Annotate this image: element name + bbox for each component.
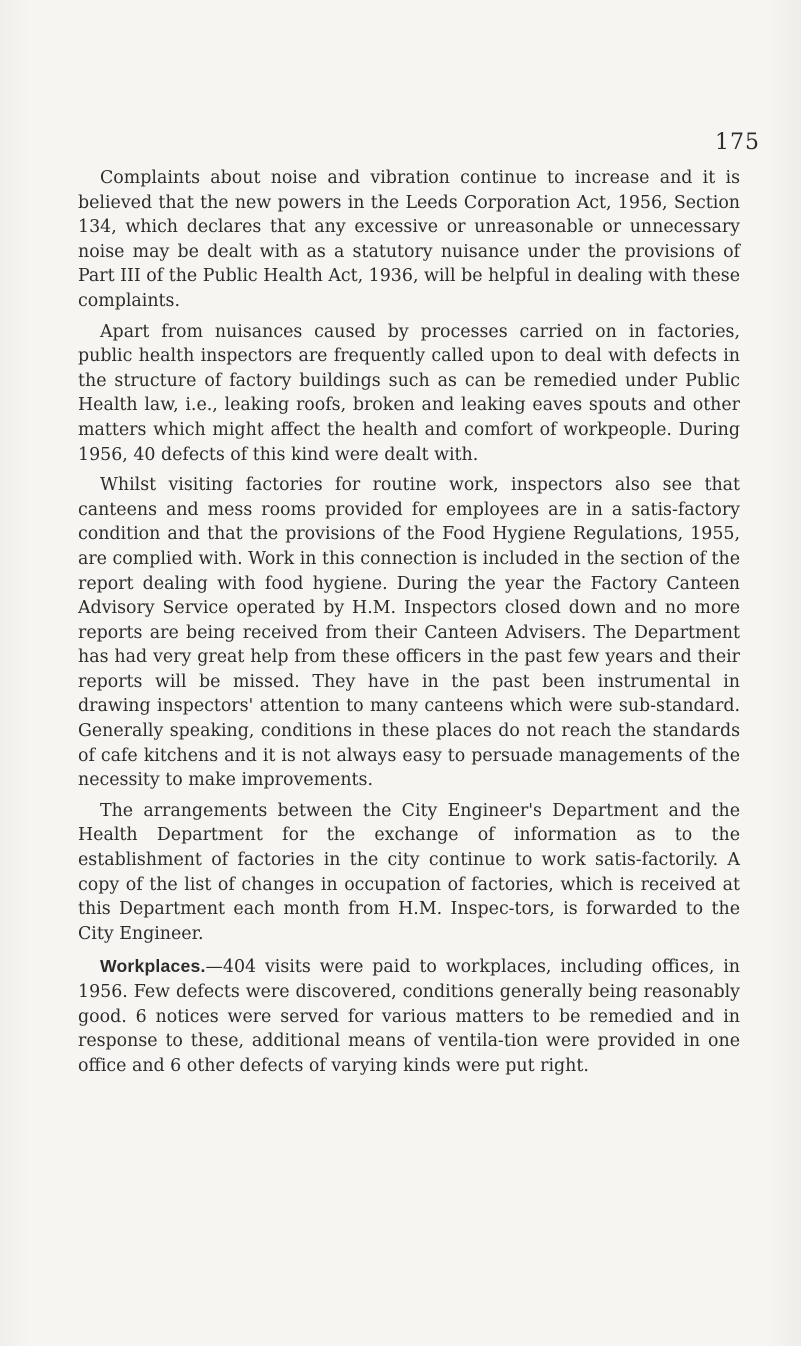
paragraph-city-engineer: The arrangements between the City Engineer's Department and the Health Department for the exchange of information as to the establishment of factories in the city continue to work satis-factorily. A copy of the list of changes in occupation of factories, which is received at this Department each month from H.M. Inspec-tors, is forwarded to the City Engineer. — [78, 800, 740, 944]
paragraph-noise-complaints: Complaints about noise and vibration continue to increase and it is believed that the new powers in the Leeds Corporation Act, 1956, Section 134, which declares that any excessive or unreasonable or unnecessary noise may be dealt with as a statutory nuisance under the provisions of Part III of the Public Health Act, 1936, will be helpful in dealing with these complaints. — [78, 168, 740, 311]
paragraph-canteens: Whilst visiting factories for routine work, inspectors also see that canteens and mess rooms provided for employees are in a satis-factory condition and that the provisions of the Food Hygiene Regulations, 1955, are complied with. Work in this connection is included in the section of the report dealing with food hygiene. During the year the Factory Canteen Advisory Service operated by H.M. Inspectors closed down and no more reports are being received from their Canteen Advisers. The Department has had very great help from these officers in the past few years and their reports will be missed. They have in the past been instrumental in drawing inspectors' attention to many canteens which were sub-standard. Generally speaking, conditions in these places do not reach the standards of cafe kitchens and it is not always easy to persuade managements of the necessity to make improvements. — [78, 475, 740, 791]
workplaces-text: —404 visits were paid to workplaces, including offices, in 1956. Few defects were discovered, conditions generally being reasonably good. 6 notices were served for various matters to be remedied and in response to these, additional means of ventila-tion were provided in one office and 6 other defects of varying kinds were put right. — [78, 957, 740, 1076]
paragraph-structural-defects: Apart from nuisances caused by processes carried on in factories, public health inspectors are frequently called upon to deal with defects in the structure of factory buildings such as can be remedied under Public Health law, i.e., leaking roofs, broken and leaking eaves spouts and other matters which might affect the health and comfort of workpeople. During 1956, 40 defects of this kind were dealt with. — [78, 321, 740, 465]
body-text — [78, 166, 740, 1084]
paragraph-workplaces — [78, 954, 740, 1078]
page-number: 175 — [715, 130, 760, 155]
section-heading-workplaces: Workplaces. — [100, 956, 206, 977]
